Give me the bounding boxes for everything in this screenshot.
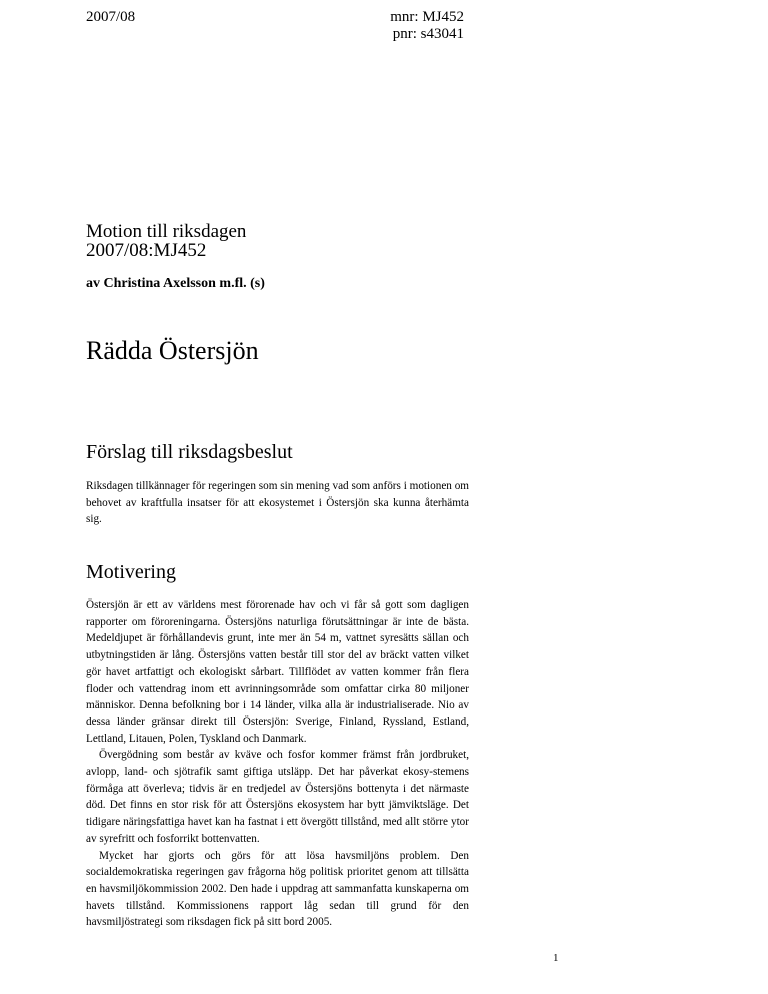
section-heading-forslag: Förslag till riksdagsbeslut [86,441,293,463]
header-identifiers [360,9,464,43]
header-pnr: pnr: s43041 [392,26,464,42]
author-line: av Christina Axelsson m.fl. (s) [86,276,265,291]
document-title: Rädda Östersjön [86,336,259,365]
header-mnr: mnr: MJ452 [390,9,464,25]
motivering-paragraph: Mycket har gjorts och görs för att lösa havsmiljöns problem. Den socialdemokratiska regeringen gav frågorna hög politisk prioritet genom att tillsätta en havsmiljökommission 2002. Den hade i uppdrag att sammanfatta kunskaperna om havets tillstånd. Kommissionens rapport låg sedan till grund för den havsmiljöstrategi som riksdagen fick på sitt bord 2005. [86,849,469,929]
forslag-paragraph: Riksdagen tillkännager för regeringen som sin mening vad som anförs i motionen om behovet av kraftfulla insatser för att ekosystemet i Östersjön ska kunna återhämta sig. [86,480,469,526]
forslag-body [86,478,469,528]
section-heading-motivering: Motivering [86,561,176,583]
motivering-paragraph: Övergödning som består av kväve och fosfor kommer främst från jordbruket, avlopp, land- och sjötrafik samt giftiga utsläpp. Det har påverkat ekosy-stemens förmåga att överleva; tidvis är en tredjedel av Östersjöns bottenyta i det närmaste död. Det finns en stor risk för att Östersjöns ekosystem har bytt jämviktsläge. Det tidigare näringsfattiga havet kan ha fastnat i ett övergött tillstånd, med allt större ytor av syrefritt och fosforrikt bottenvatten. [86,749,469,845]
motion-heading [86,222,246,260]
motion-line-2: 2007/08:MJ452 [86,240,207,261]
header-year: 2007/08 [86,9,136,25]
motion-line-1: Motion till riksdagen [86,221,247,242]
motivering-body [86,597,469,931]
page-number: 1 [553,952,559,964]
motivering-paragraph: Östersjön är ett av världens mest förorenade hav och vi får så gott som dagligen rapporter om föroreningarna. Östersjöns naturliga förutsättningar är inte de bästa. Medeldjupet är förhållandevis grunt, inte mer än 54 m, vattnet syresätts sällan och utbytningstiden är lång. Östersjöns vatten består till stor del av bräckt vatten vilket gör havet artfattigt och ekologiskt sårbart. Tillflödet av vatten kommer från flera floder och vattendrag inom ett avrinningsområde som omfattar cirka 80 miljoner människor. Denna befolkning bor i 14 länder, vilka alla är industrialiserade. Nio av dessa länder gränsar direkt till Östersjön: Sverige, Finland, Ryssland, Estland, Lettland, Litauen, Polen, Tyskland och Danmark. [86,599,469,745]
